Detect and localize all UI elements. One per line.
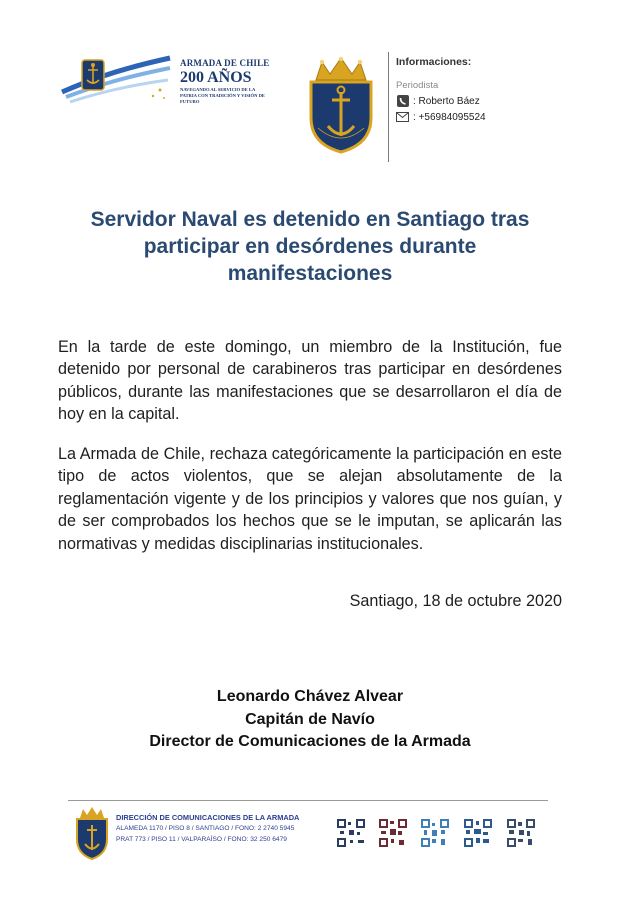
anniversary-title: ARMADA DE CHILE xyxy=(180,58,270,68)
qr-code-icon[interactable] xyxy=(506,818,536,848)
footer-text xyxy=(116,812,336,845)
body-paragraph-1: En la tarde de este domingo, un miembro de la Institución, fue detenido por personal de carabineros tras participar en desórdenes públicos, durante las manifestaciones que se desarrollaron el día de hoy en la capital. xyxy=(58,338,562,424)
anniversary-logo xyxy=(60,52,172,106)
contact-phone: : +56984095524 xyxy=(413,111,486,123)
footer-emblem xyxy=(74,806,110,860)
header-divider xyxy=(388,52,389,162)
footer-divider xyxy=(68,800,548,801)
contact-name-row xyxy=(396,95,606,107)
contact-name: : Roberto Báez xyxy=(413,95,480,107)
footer-title: DIRECCIÓN DE COMUNICACIONES DE LA ARMADA xyxy=(116,813,300,822)
footer-address-valparaiso: PRAT 773 / PISO 11 / VALPARAÍSO / FONO: 32 250 6479 xyxy=(116,836,287,843)
anniversary-years: 200 AÑOS xyxy=(180,69,252,86)
contact-title: Informaciones: xyxy=(396,56,472,68)
dateline: Santiago, 18 de octubre 2020 xyxy=(349,592,562,610)
contact-role: Periodista xyxy=(396,80,439,91)
contact-block xyxy=(396,56,606,123)
signature-name: Leonardo Chávez Alvear xyxy=(216,688,404,705)
contact-phone-row xyxy=(396,111,606,123)
qr-code-icon[interactable] xyxy=(378,818,408,848)
footer-address-santiago: ALAMEDA 1170 / PISO 8 / SANTIAGO / FONO: 2 2740 5945 xyxy=(116,825,295,832)
phone-icon xyxy=(396,95,409,107)
mail-icon xyxy=(396,111,409,123)
signature-position: Director de Comunicaciones de la Armada xyxy=(149,733,471,750)
qr-code-icon[interactable] xyxy=(336,818,366,848)
anniversary-motto: NAVEGANDO AL SERVICIO DE LA PATRIA CON TRADICIÓN Y VISIÓN DE FUTURO xyxy=(180,87,265,104)
headline: Servidor Naval es detenido en Santiago tras participar en desórdenes durante manifestaciones xyxy=(90,208,530,285)
body-paragraph-2: La Armada de Chile, rechaza categóricamente la participación en este tipo de actos violentos, que se alejan absolutamente de la reglamentación vigente y de los principios y valores que nos guían, y de ser comprobados los hechos que se le imputan, se aplicarán las normativas y medidas disciplinarias institucionales. xyxy=(58,445,562,553)
signature-block xyxy=(60,686,560,754)
qr-code-icon[interactable] xyxy=(463,818,493,848)
navy-emblem xyxy=(306,56,376,154)
qr-code-icon[interactable] xyxy=(420,818,450,848)
signature-rank: Capitán de Navío xyxy=(245,710,375,728)
